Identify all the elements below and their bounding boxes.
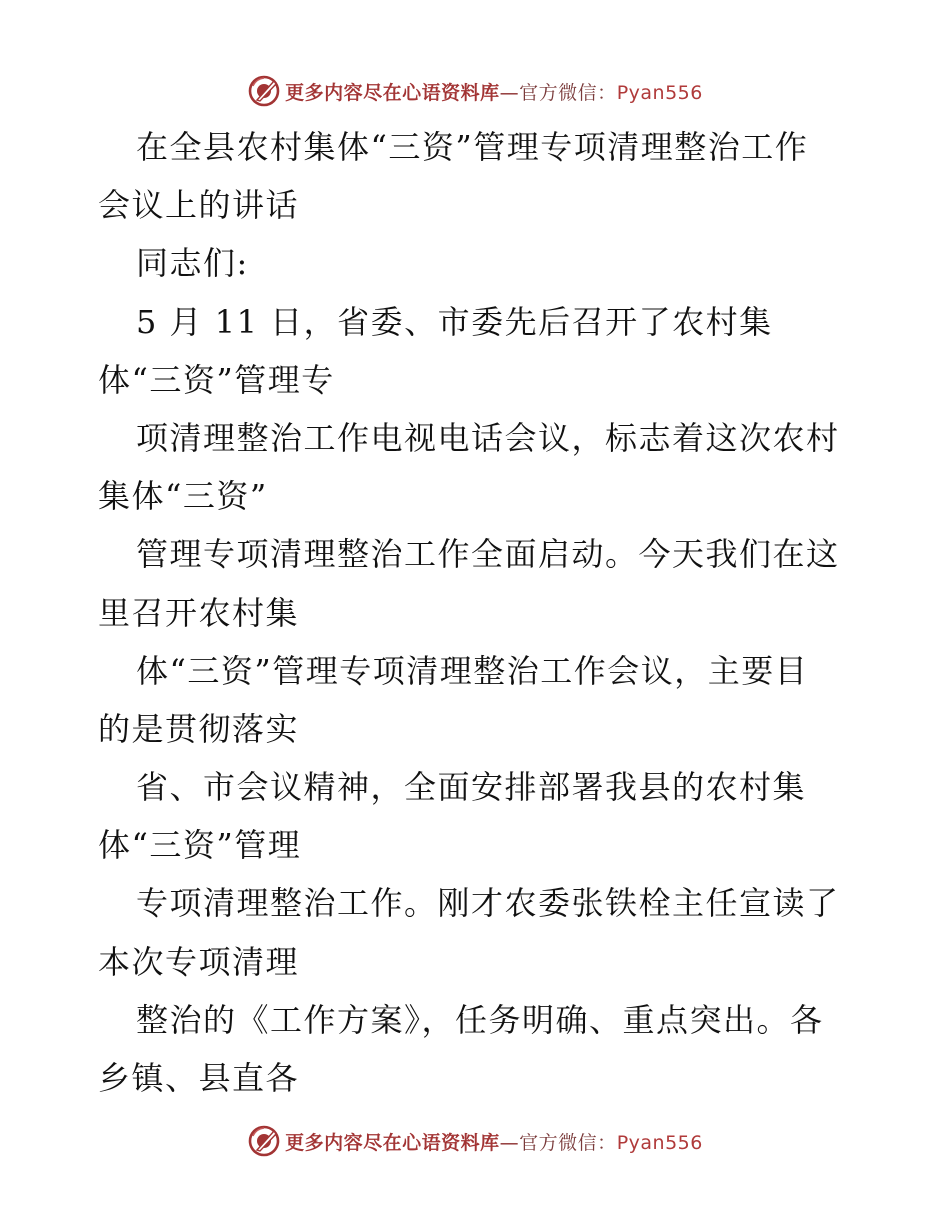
watermark-text [285, 1128, 703, 1155]
doc-line: 体“三资”管理专项清理整治工作会议，主要目 [136, 651, 809, 690]
doc-line: 项清理整治工作电视电话会议，标志着这次农村 [136, 418, 840, 457]
doc-line: 专项清理整治工作。刚才农委张铁栓主任宣读了 [136, 884, 840, 923]
watermark-account: Pyan556 [616, 1131, 703, 1154]
doc-line: 省、市会议精神，全面安排部署我县的农村集 [136, 768, 807, 807]
document-body [98, 118, 868, 1107]
quill-circle-logo-icon [247, 74, 281, 108]
doc-line: 在全县农村集体“三资”管理专项清理整治工作 [136, 128, 809, 166]
watermark-dash: — [499, 81, 520, 104]
doc-line: 管理专项清理整治工作全面启动。今天我们在这 [136, 535, 840, 574]
doc-line: 同志们: [136, 244, 249, 283]
doc-line: 整治的《工作方案》，任务明确、重点突出。各 [136, 1000, 824, 1039]
watermark-site-text: 更多内容尽在心语资料库 [285, 81, 500, 104]
doc-line: 集体“三资” [98, 477, 268, 516]
doc-line: 乡镇、县直各 [98, 1059, 300, 1097]
watermark-account: Pyan556 [616, 81, 703, 104]
watermark-site-text: 更多内容尽在心语资料库 [285, 1131, 500, 1154]
watermark-wechat-label: 官方微信： [519, 1131, 617, 1154]
doc-line: 会议上的讲话 [98, 186, 300, 225]
doc-line: 本次专项清理 [98, 942, 300, 981]
footer-watermark [0, 1121, 950, 1161]
doc-line: 5 月 11 日，省委、市委先后召开了农村集 [136, 302, 773, 341]
doc-line: 的是贯彻落实 [98, 709, 300, 748]
doc-line: 体“三资”管理 [98, 826, 302, 865]
header-watermark [0, 71, 950, 111]
watermark-wechat-label: 官方微信： [519, 81, 617, 104]
watermark-dash: — [499, 1131, 520, 1154]
doc-line: 体“三资”管理专 [98, 360, 335, 399]
doc-line: 里召开农村集 [98, 593, 300, 632]
quill-circle-logo-icon [247, 1124, 281, 1158]
watermark-text [285, 78, 703, 105]
